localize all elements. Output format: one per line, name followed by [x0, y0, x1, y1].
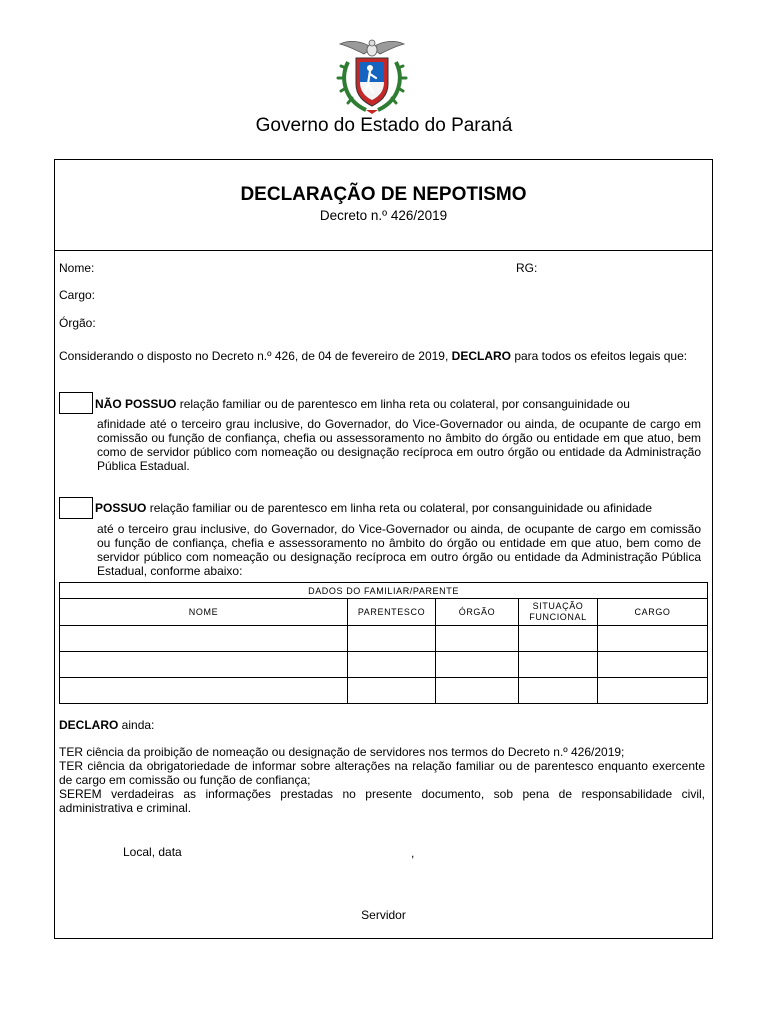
document-title: DECLARAÇÃO DE NEPOTISMO [240, 184, 527, 205]
nao-possuo-checkbox[interactable] [59, 392, 93, 414]
nome-field-label: Nome: [59, 261, 95, 275]
intro-text-before: Considerando o disposto no Decreto n.º 426, de 04 de fevereiro de 2019, [59, 349, 452, 363]
table-cell[interactable] [598, 652, 708, 678]
statement-item: TER ciência da proibição de nomeação ou designação de servidores nos termos do Decreto n.º 426/2019; [59, 745, 625, 759]
table-cell[interactable] [348, 626, 436, 652]
table-cell[interactable] [436, 678, 519, 704]
statement-item: SEREM verdadeiras as informações prestadas no presente documento, sob pena de responsabilidade civil, administrativa e criminal. [59, 787, 705, 815]
parana-coat-of-arms-icon [336, 38, 408, 116]
table-cell[interactable] [60, 626, 348, 652]
nao-possuo-text: afinidade até o terceiro grau inclusive, do Governador, do Vice-Governador ou ainda, de ocupante de cargo em comissão ou função de confiança, chefia ou assessoramento no âmbito do órgão ou entidade em que atuo, bem como de servidor público com nomeação ou designação recíproca em outro órgão ou entidade da Administração Pública Estadual. [97, 417, 701, 473]
statements-list [59, 745, 705, 815]
local-data-label: Local, data [123, 845, 182, 859]
orgao-field-label: Órgão: [59, 316, 96, 330]
column-header-cargo: CARGO [598, 599, 708, 626]
statement-item: TER ciência da obrigatoriedade de informar sobre alterações na relação familiar ou de parentesco enquanto exercente de cargo em comissão ou função de confiança; [59, 759, 705, 787]
table-cell[interactable] [436, 652, 519, 678]
relatives-table-caption: DADOS DO FAMILIAR/PARENTE [60, 583, 708, 599]
relatives-table [59, 582, 708, 704]
decree-reference: Decreto n.º 426/2019 [319, 208, 448, 223]
intro-declaro: DECLARO [451, 349, 511, 363]
table-cell[interactable] [519, 652, 598, 678]
table-row [60, 678, 708, 704]
possuo-checkbox[interactable] [59, 497, 93, 519]
possuo-first-line [95, 501, 707, 515]
nao-possuo-label: NÃO POSSUO [95, 397, 177, 411]
nao-possuo-first-line [95, 397, 707, 411]
signature-label: Servidor [361, 908, 406, 922]
possuo-first-text: relação familiar ou de parentesco em linha reta ou colateral, por consanguinidade ou afinidade [146, 501, 653, 515]
table-row [60, 652, 708, 678]
nao-possuo-first-text: relação familiar ou de parentesco em linha reta ou colateral, por consanguinidade ou [176, 397, 630, 411]
declaro-ainda-text: ainda: [118, 718, 155, 732]
table-row [60, 626, 708, 652]
column-header-situacao-funcional [519, 599, 598, 626]
possuo-text: até o terceiro grau inclusive, do Governador, do Vice-Governador ou ainda, de ocupante de cargo em comissão ou função de confiança, chefia e assessoramento no âmbito do órgão ou entidade em que atuo, bem como de servidor público com nomeação ou designação recíproca em outro órgão ou entidade da Administração Pública Estadual, conforme abaixo: [97, 522, 701, 578]
possuo-label: POSSUO [95, 501, 147, 515]
column-header-orgao: ÓRGÃO [436, 599, 519, 626]
header-divider [55, 250, 712, 251]
column-header-situacao-funcional-text: SITUAÇÃO FUNCIONAL [529, 601, 587, 622]
table-cell[interactable] [436, 626, 519, 652]
column-header-nome: NOME [60, 599, 348, 626]
declaro-ainda-bold: DECLARO [59, 718, 119, 732]
intro-text-after: para todos os efeitos legais que: [511, 349, 688, 363]
government-title: Governo do Estado do Paraná [255, 115, 513, 136]
local-data-comma: , [411, 846, 415, 860]
table-cell[interactable] [519, 626, 598, 652]
table-cell[interactable] [348, 652, 436, 678]
intro-paragraph [59, 349, 709, 363]
cargo-field-label: Cargo: [59, 288, 96, 302]
rg-field-label: RG: [516, 261, 538, 275]
column-header-parentesco: PARENTESCO [348, 599, 436, 626]
table-cell[interactable] [598, 626, 708, 652]
declaro-ainda [59, 718, 154, 732]
table-cell[interactable] [519, 678, 598, 704]
table-cell[interactable] [348, 678, 436, 704]
table-cell[interactable] [598, 678, 708, 704]
table-cell[interactable] [60, 678, 348, 704]
declaration-form [54, 159, 713, 939]
table-cell[interactable] [60, 652, 348, 678]
